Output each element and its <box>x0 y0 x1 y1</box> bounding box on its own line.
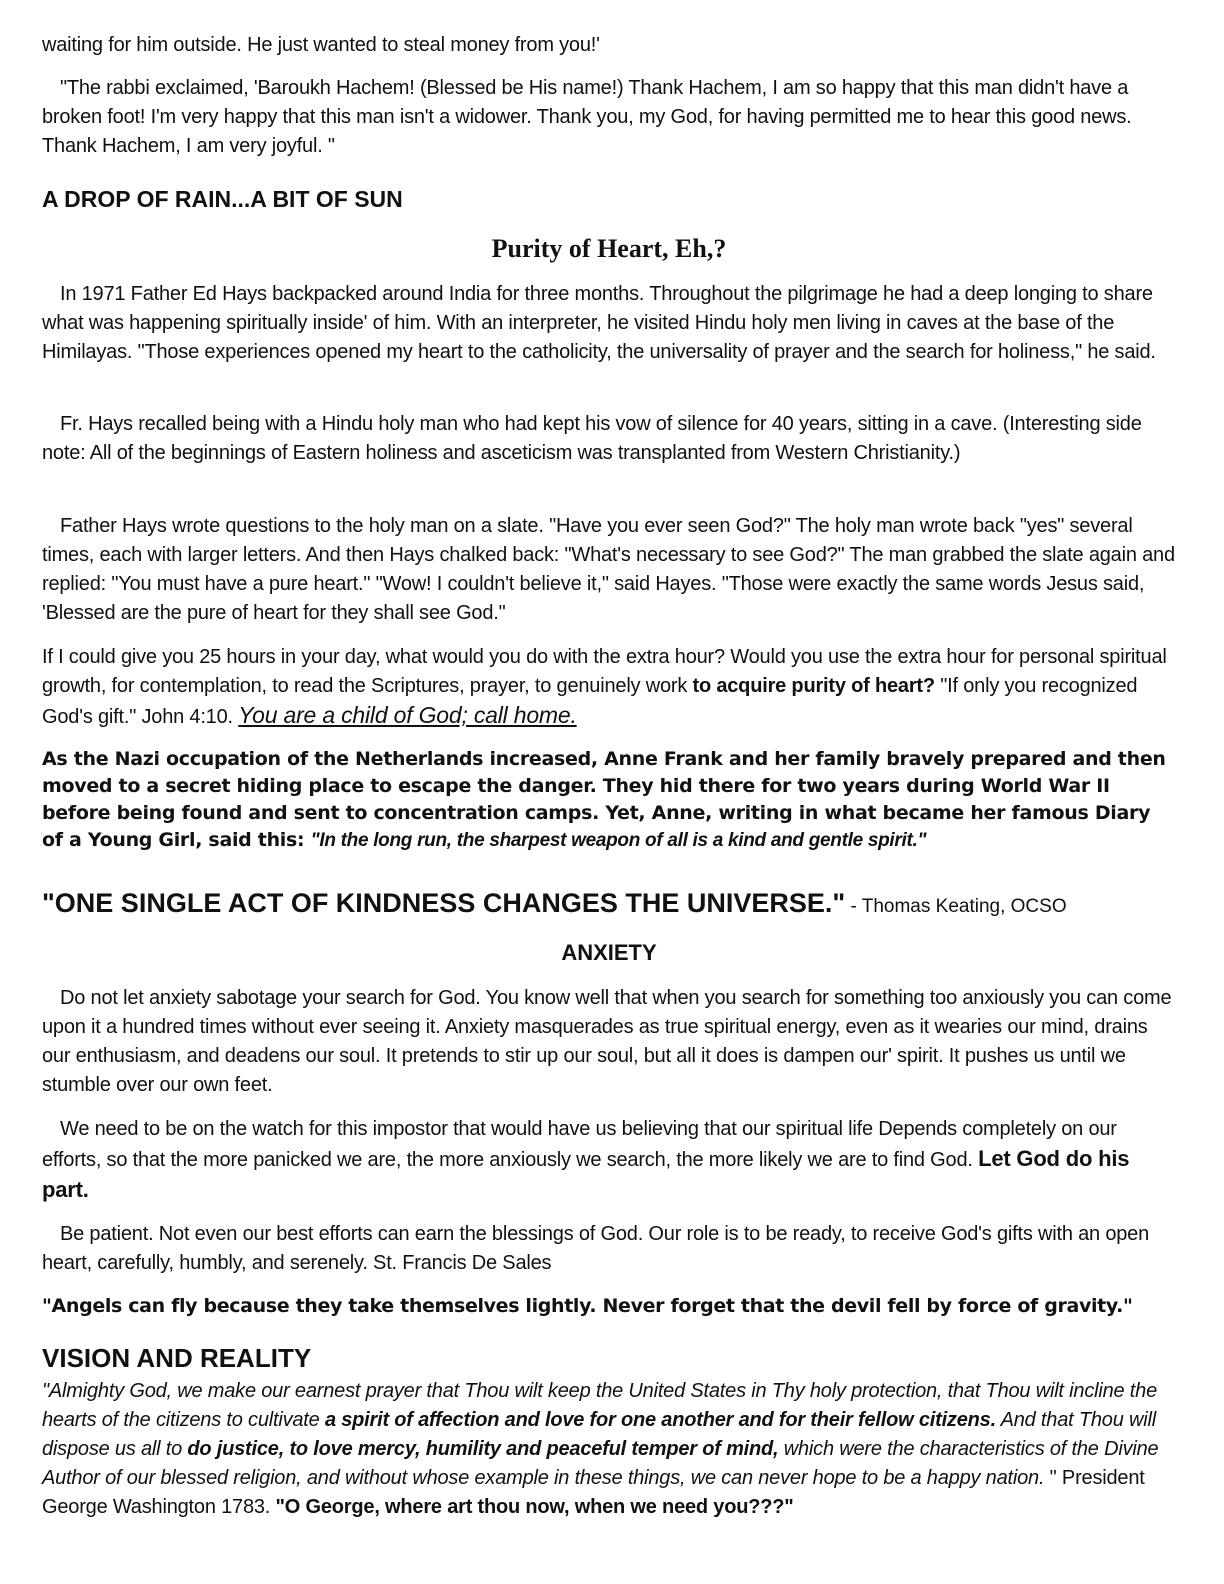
text-father-hays: In 1971 Father Ed Hays backpacked around India for three months. Throughout the pilgrimage he had a deep longing to share what was happening spiritually inside' of him. With an interpreter, he visited Hindu holy men living in caves at the base of the Himilayas. "Those experiences opened my heart to the catholicity, the universality of prayer and the search for holiness," he said. <box>42 283 1156 363</box>
text-acquire-purity: to acquire purity of heart? <box>692 675 935 697</box>
text-steal-money: waiting for him outside. He just wanted to steal money from you!' <box>42 34 600 56</box>
paragraph-holy-man-silence <box>42 410 1176 468</box>
text-prayer-2: And that Thou will dispose us all to <box>42 1409 1156 1460</box>
text-anxiety-sabotage: Do not let anxiety sabotage your search for God. You know well that when you search for something too anxiously you can come upon it a hundred times without ever seeing it. Anxiety masquerades as true spiritual energy, even as it wearies our mind, drains our enthusiasm, and deadens our soul. It pretends to stir up our soul, but all it does is dampen our' spirit. It pushes us until we stumble over our own feet. <box>42 987 1172 1096</box>
paragraph-slate <box>42 512 1176 628</box>
title-purity-of-heart: Purity of Heart, Eh,? <box>491 234 727 263</box>
paragraph-impostor <box>42 1115 1176 1206</box>
text-washington-attribution: " President George Washington 1783. <box>42 1467 1145 1518</box>
paragraph-washington-prayer <box>42 1377 1176 1522</box>
paragraph-anne-frank <box>42 746 1176 854</box>
text-anne-colon: : <box>297 829 311 851</box>
text-anne-frank: As the Nazi occupation of the Netherlands increased, Anne Frank and her family bravely prepared and then moved to a secret hiding place to escape the danger. They hid there for two years during World War II before being found and sent to concentration camps. Yet, Anne, writing in what became her famous Diary of a Young Girl, said this <box>42 748 1166 851</box>
text-let-god: Let God do his part. <box>42 1146 1130 1202</box>
paragraph-anxiety-sabotage <box>42 984 1176 1100</box>
heading-drop-of-rain: A DROP OF RAIN...A BIT OF SUN <box>42 186 403 212</box>
text-prayer-justice: do justice, to love mercy, humility and peaceful temper of mind, <box>187 1438 779 1460</box>
text-prayer-1: "Almighty God, we make our earnest prayer that Thou wilt keep the United States in Thy holy protection, that Thou wilt incline the hearts of the citizens to cultivate <box>42 1380 1158 1431</box>
text-slate: Father Hays wrote questions to the holy man on a slate. "Have you ever seen God?" The holy man wrote back "yes" several times, each with larger letters. And then Hays chalked back: "What's necessary to see God?" The man grabbed the slate again and replied: "You must have a pure heart." "Wow! I couldn't believe it," said Hayes. "Those were exactly the same words Jesus said, 'Blessed are the pure of heart for they shall see God." <box>42 515 1175 624</box>
quote-angels: "Angels can fly because they take themselves lightly. Never forget that the devil fell by force of gravity." <box>42 1295 1133 1317</box>
paragraph-rabbi-exclaimed <box>42 74 1176 161</box>
text-impostor: We need to be on the watch for this impostor that would have us believing that our spiritual life Depends completely on our efforts, so that the more panicked we are, the more anxiously we search, the more likely we are to find God. <box>42 1118 1117 1171</box>
text-be-patient: Be patient. Not even our best efforts can earn the blessings of God. Our role is to be ready, to receive God's gifts with an open heart, carefully, humbly, and serenely. St. Francis De Sales <box>42 1223 1150 1274</box>
text-kindness-quote: "ONE SINGLE ACT OF KINDNESS CHANGES THE UNIVERSE." <box>42 888 846 918</box>
text-holy-man-silence: Fr. Hays recalled being with a Hindu holy man who had kept his vow of silence for 40 years, sitting in a cave. (Interesting side note: All of the beginnings of Eastern holiness and asceticism was transplanted from Western Christianity.) <box>42 413 1142 464</box>
text-anne-quote: "In the long run, the sharpest weapon of all is a kind and gentle spirit." <box>310 830 927 851</box>
paragraph-rabbi-end <box>42 31 1176 60</box>
text-rabbi-exclaimed: "The rabbi exclaimed, 'Baroukh Hachem! (Blessed be His name!) Thank Hachem, I am so happy that this man didn't have a broken foot! I'm very happy that this man isn't a widower. Thank you, my God, for having permitted me to hear this good news. Thank Hachem, I am very joyful. " <box>42 77 1132 157</box>
text-prayer-3: which were the characteristics of the Divine Author of our blessed religion, and without whose example in these things, we can never hope to be a happy nation. <box>42 1438 1159 1489</box>
text-prayer-affection: a spirit of affection and love for one another and for their fellow citizens. <box>324 1409 996 1431</box>
text-john-quote: "If only you recognized God's gift." John 4:10. <box>42 675 1138 728</box>
heading-vision-and-reality: VISION AND REALITY <box>42 1343 312 1373</box>
paragraph-be-patient <box>42 1220 1176 1278</box>
paragraph-25-hours <box>42 643 1176 732</box>
heading-anxiety: ANXIETY <box>561 940 657 965</box>
text-o-george: "O George, where art thou now, when we need you???" <box>275 1496 794 1518</box>
paragraph-father-hays <box>42 280 1176 367</box>
text-25-hours: If I could give you 25 hours in your day, what would you do with the extra hour? Would you use the extra hour for personal spiritual growth, for contemplation, to read the Scriptures, prayer, to genuinely work <box>42 646 1167 697</box>
quote-kindness <box>42 886 1176 924</box>
text-kindness-attribution: - Thomas Keating, OCSO <box>845 896 1067 917</box>
text-call-home: You are a child of God; call home. <box>238 702 577 728</box>
